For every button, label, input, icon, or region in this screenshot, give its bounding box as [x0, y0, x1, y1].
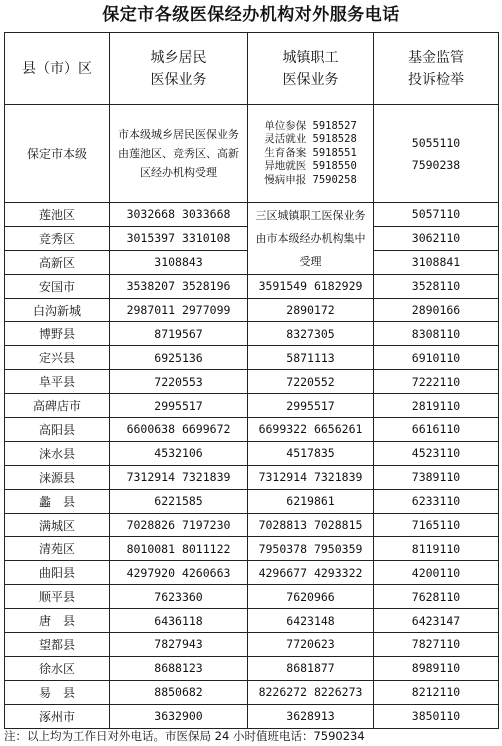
employee-phone: 8226272 8226273: [248, 680, 374, 704]
header-fund-line: 投诉检举: [408, 71, 464, 88]
employee-phone-line: 慢病申报 7590258: [264, 173, 357, 186]
urban-rural-phone: 7312914 7321839: [110, 465, 248, 489]
county-name: 高碑店市: [5, 394, 110, 418]
header-fund-line: 基金监管: [408, 49, 464, 66]
employee-phone: 6219861: [248, 489, 374, 513]
employee-phone: 3628913: [248, 704, 374, 728]
county-name: 安国市: [5, 274, 110, 298]
fund-phone: 8119110: [374, 537, 499, 561]
county-name: 满城区: [5, 513, 110, 537]
urban-rural-note: 市本级城乡居民医保业务由莲池区、竞秀区、高新区经办机构受理: [110, 105, 248, 203]
fund-phone: 7827110: [374, 633, 499, 657]
fund-phone: 3062110: [374, 226, 499, 250]
fund-phone: 3528110: [374, 274, 499, 298]
county-name: 清苑区: [5, 537, 110, 561]
fund-phone-list: [374, 132, 498, 176]
urban-rural-phone: 2987011 2977099: [110, 298, 248, 322]
table-row: [5, 394, 499, 418]
urban-rural-phone: 3632900: [110, 704, 248, 728]
county-name: 白沟新城: [5, 298, 110, 322]
table-row: [5, 609, 499, 633]
employee-phone: 7312914 7321839: [248, 465, 374, 489]
fund-phone: 8212110: [374, 680, 499, 704]
urban-rural-phone: 8688123: [110, 656, 248, 680]
table-row: [5, 298, 499, 322]
fund-phone-line: 7590238: [411, 157, 461, 172]
county-name: 涿州市: [5, 704, 110, 728]
table-row: [5, 704, 499, 728]
employee-phone: 7220552: [248, 370, 374, 394]
urban-rural-phone: 3032668 3033668: [110, 203, 248, 227]
county-name: 望都县: [5, 633, 110, 657]
county-name: 涞源县: [5, 465, 110, 489]
county-name: 蠡 县: [5, 489, 110, 513]
county-name: 竞秀区: [5, 226, 110, 250]
phone-table: [4, 32, 499, 729]
county-name: 高阳县: [5, 418, 110, 442]
employee-phone: 8681877: [248, 656, 374, 680]
table-row: [5, 346, 499, 370]
county-name: 定兴县: [5, 346, 110, 370]
header-urban-rural-line: 医保业务: [150, 71, 207, 88]
employee-phone-line: 异地就医 5918550: [264, 160, 357, 173]
county-name: 阜平县: [5, 370, 110, 394]
fund-phone: 4523110: [374, 441, 499, 465]
header-fund: [374, 33, 499, 105]
urban-rural-phone: 4532106: [110, 441, 248, 465]
urban-rural-phone: 7220553: [110, 370, 248, 394]
urban-rural-phone: 3108843: [110, 250, 248, 274]
fund-phone: 7389110: [374, 465, 499, 489]
fund-phone: 6233110: [374, 489, 499, 513]
header-row: [5, 33, 499, 105]
employee-phone: 2890172: [248, 298, 374, 322]
employee-phone-list: [264, 120, 357, 188]
employee-phone-line: 单位参保 5918527: [264, 119, 357, 132]
urban-rural-phone: 7623360: [110, 585, 248, 609]
fund-phone: 7628110: [374, 585, 499, 609]
fund-phone: 7165110: [374, 513, 499, 537]
urban-rural-phone: 8010081 8011122: [110, 537, 248, 561]
employee-phone: 7028813 7028815: [248, 513, 374, 537]
urban-rural-phone: 7028826 7197230: [110, 513, 248, 537]
employee-merged-note: 三区城镇职工医保业务由市本级经办机构集中受理: [248, 203, 374, 275]
header-county: 县（市）区: [5, 33, 110, 105]
fund-phone: 6616110: [374, 418, 499, 442]
fund-phone: 3108841: [374, 250, 499, 274]
urban-rural-phone: 3015397 3310108: [110, 226, 248, 250]
urban-rural-phone: 3538207 3528196: [110, 274, 248, 298]
header-urban-rural: [110, 33, 248, 105]
county-name: 保定市本级: [5, 105, 110, 203]
urban-rural-phone: 6600638 6699672: [110, 418, 248, 442]
table-row: [5, 680, 499, 704]
header-employee-line: 城镇职工: [282, 49, 339, 66]
table-row: [5, 633, 499, 657]
page-title: 保定市各级医保经办机构对外服务电话: [102, 5, 400, 25]
table-row: [5, 537, 499, 561]
urban-rural-phone: 6221585: [110, 489, 248, 513]
fund-phone: 8308110: [374, 322, 499, 346]
table-row: [5, 465, 499, 489]
county-name: 莲池区: [5, 203, 110, 227]
county-name: 徐水区: [5, 656, 110, 680]
employee-phone: 3591549 6182929: [248, 274, 374, 298]
table-row: [5, 370, 499, 394]
county-name: 顺平县: [5, 585, 110, 609]
urban-rural-phone: 6925136: [110, 346, 248, 370]
employee-phone: 6423148: [248, 609, 374, 633]
table-row: [5, 513, 499, 537]
table-row: [5, 418, 499, 442]
fund-phones: [374, 105, 499, 203]
employee-phone-line: 生育备案 5918551: [264, 146, 357, 159]
employee-phone-line: 灵活就业 5918528: [264, 133, 357, 146]
fund-phone: 7222110: [374, 370, 499, 394]
urban-rural-phone: 8850682: [110, 680, 248, 704]
county-name: 涞水县: [5, 441, 110, 465]
fund-phone: 4200110: [374, 561, 499, 585]
county-name: 曲阳县: [5, 561, 110, 585]
county-name: 博野县: [5, 322, 110, 346]
urban-rural-phone: 7827943: [110, 633, 248, 657]
employee-phone: 5871113: [248, 346, 374, 370]
urban-rural-phone: 6436118: [110, 609, 248, 633]
table-row: [5, 203, 499, 227]
fund-phone: 5057110: [374, 203, 499, 227]
table-row: [5, 561, 499, 585]
urban-rural-phone: 8719567: [110, 322, 248, 346]
fund-phone: 2819110: [374, 394, 499, 418]
employee-phone: 7720623: [248, 633, 374, 657]
footnote: 注：以上均为工作日对外电话。市医保局 24 小时值班电话：7590234: [4, 729, 365, 743]
fund-phone-line: 5055110: [411, 135, 461, 150]
fund-phone: 6423147: [374, 609, 499, 633]
fund-phone: 2890166: [374, 298, 499, 322]
table-row: [5, 585, 499, 609]
fund-phone: 8989110: [374, 656, 499, 680]
fund-phone: 6910110: [374, 346, 499, 370]
employee-phone: 2995517: [248, 394, 374, 418]
header-employee-line: 医保业务: [282, 71, 339, 88]
urban-rural-phone: 2995517: [110, 394, 248, 418]
table-row: [5, 656, 499, 680]
county-name: 易 县: [5, 680, 110, 704]
table-row: [5, 489, 499, 513]
header-urban-rural-line: 城乡居民: [150, 49, 207, 66]
employee-phone: 4296677 4293322: [248, 561, 374, 585]
table-row: [5, 441, 499, 465]
table-row: [5, 322, 499, 346]
fund-phone: 3850110: [374, 704, 499, 728]
urban-rural-phone: 4297920 4260663: [110, 561, 248, 585]
employee-phones: [248, 105, 374, 203]
employee-phone: 8327305: [248, 322, 374, 346]
county-name: 高新区: [5, 250, 110, 274]
county-name: 唐 县: [5, 609, 110, 633]
employee-phone: 4517835: [248, 441, 374, 465]
employee-phone: 7950378 7950359: [248, 537, 374, 561]
employee-phone: 7620966: [248, 585, 374, 609]
header-employee: [248, 33, 374, 105]
employee-phone: 6699322 6656261: [248, 418, 374, 442]
table-row: [5, 274, 499, 298]
table-row: [5, 105, 499, 203]
